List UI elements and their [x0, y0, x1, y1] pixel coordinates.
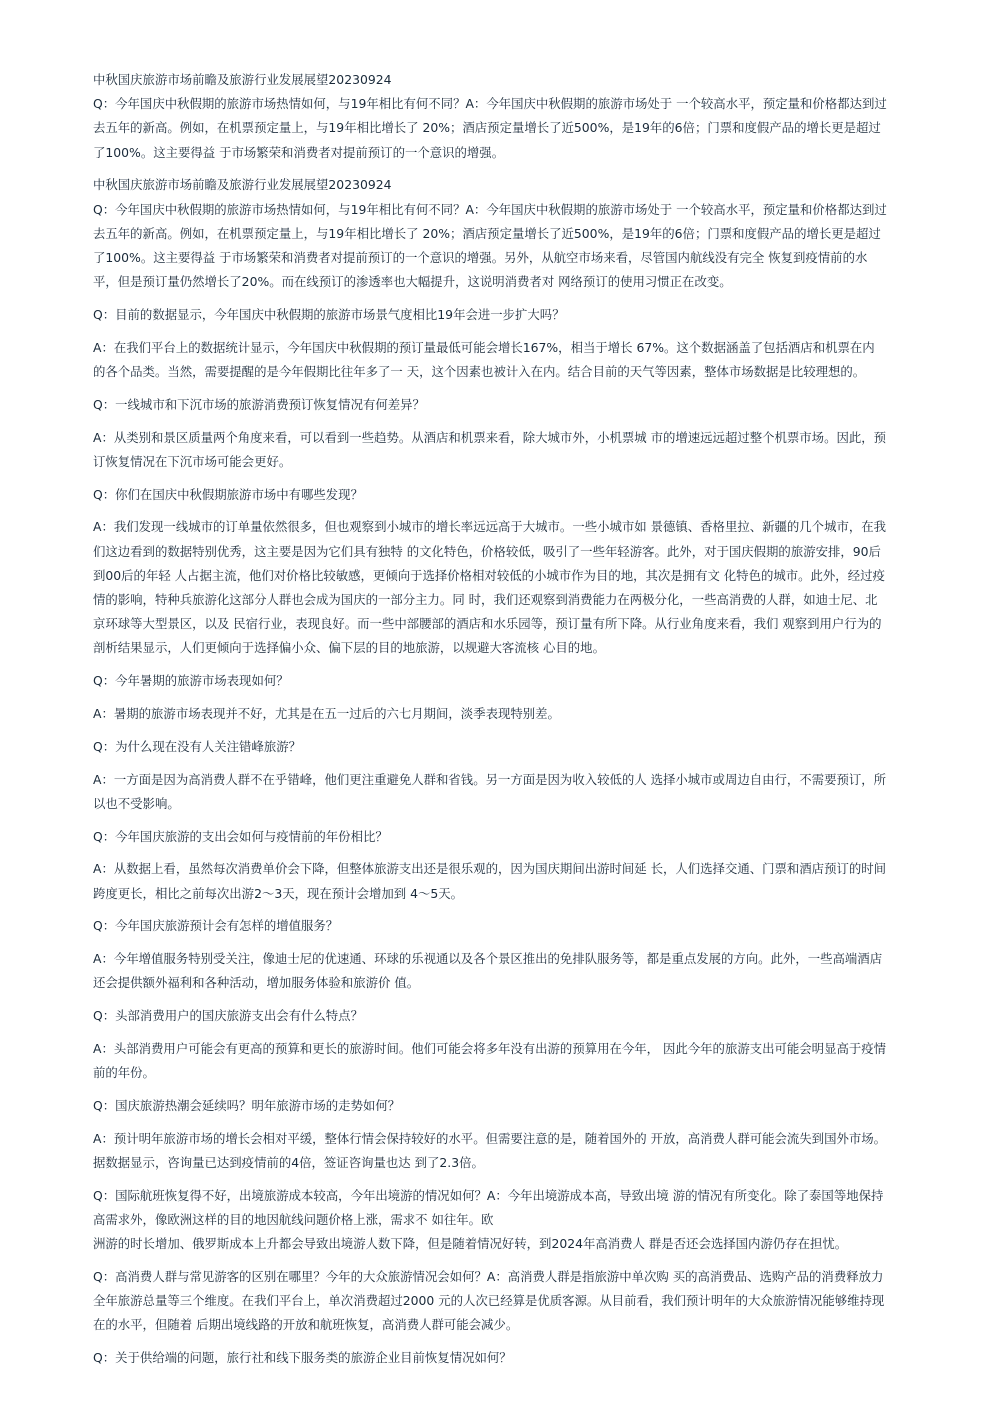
paragraph: [93, 1037, 945, 1085]
paragraph: [93, 198, 945, 295]
text-line: 跨度更长，相比之前每次出游2～3天，现在预计会增加到 4～5天。: [93, 885, 464, 901]
text-line: 全年旅游总量等三个维度。在我们平台上，单次消费超过2000 元的人次已经算是优质客源。从目前看，我们预计明年的大众旅游情况能够维持现: [93, 1293, 885, 1309]
text-line: 平，但是预订量仍然增长了20%。而在线预订的渗透率也大幅提升，这说明消费者对 网络预订的使用习惯正在改变。: [93, 274, 732, 290]
text-line: 剖析结果显示，人们更倾向于选择偏小众、偏下层的目的地旅游，以规避大客流核 心目的地。: [93, 640, 605, 656]
text-line: 还会提供额外福利和各种活动，增加服务体验和旅游价 值。: [93, 975, 420, 991]
paragraph: [93, 914, 945, 938]
text-line: Q：国庆旅游热潮会延续吗？明年旅游市场的走势如何？: [93, 1098, 401, 1113]
document-title: [93, 68, 945, 92]
paragraph: [93, 857, 945, 905]
text-line: Q：今年国庆中秋假期的旅游市场热情如何，与19年相比有何不同？A：今年国庆中秋假期的旅游市场处于 一个较高水平，预定量和价格都达到过: [93, 96, 887, 112]
text-line: Q：为什么现在没有人关注错峰旅游？: [93, 738, 302, 754]
text-line: Q：你们在国庆中秋假期旅游市场中有哪些发现？: [93, 486, 363, 502]
paragraph: [93, 393, 945, 417]
paragraph: [93, 515, 945, 660]
text-line: Q：今年国庆中秋假期的旅游市场热情如何，与19年相比有何不同？A：今年国庆中秋假期的旅游市场处于 一个较高水平，预定量和价格都达到过: [93, 201, 887, 217]
text-line: 中秋国庆旅游市场前瞻及旅游行业发展展望20230924: [93, 72, 392, 87]
text-line: Q：关于供给端的问题，旅行社和线下服务类的旅游企业目前恢复情况如何？: [93, 1350, 512, 1366]
text-line: 以也不受影响。: [93, 795, 180, 811]
text-line: Q：高消费人群与常见游客的区别在哪里？今年的大众旅游情况会如何？A：高消费人群是指旅游中单次购 买的高消费品、选购产品的消费释放力: [93, 1269, 884, 1284]
paragraph: [93, 1127, 945, 1175]
text-line: A：一方面是因为高消费人群不在乎错峰，他们更注重避免人群和省钱。另一方面是因为收入较低的人 选择小城市或周边自由行，不需要预订，所: [93, 771, 887, 787]
text-line: 前的年份。: [93, 1065, 155, 1081]
text-line: 情的影响，特种兵旅游化这部分人群也会成为国庆的一部分主力。同 时，我们还观察到消费能力在两极分化，一些高消费的人群，如迪士尼、北: [93, 592, 878, 608]
text-line: 洲游的时长增加、俄罗斯成本上升都会导致出境游人数下降，但是随着情况好转，到2024年高消费人 群是否还会选择国内游仍存在担忧。: [93, 1236, 848, 1252]
paragraph: [93, 768, 945, 816]
text-line: Q：头部消费用户的国庆旅游支出会有什么特点？: [93, 1008, 363, 1024]
paragraph: [93, 1004, 945, 1028]
text-line: 去五年的新高。例如，在机票预定量上，与19年相比增长了 20%；酒店预定量增长了近500%，是19年的6倍；门票和度假产品的增长更是超过: [93, 225, 881, 241]
text-line: Q：今年国庆旅游预计会有怎样的增值服务？: [93, 918, 339, 934]
text-line: Q：今年国庆旅游的支出会如何与疫情前的年份相比？: [93, 828, 388, 844]
paragraph: [93, 669, 945, 693]
text-line: A：预计明年旅游市场的增长会相对平缓，整体行情会保持较好的水平。但需要注意的是，随着国外的 开放，高消费人群可能会流失到国外市场。: [93, 1130, 887, 1146]
paragraph: [93, 483, 945, 507]
paragraph: [93, 92, 945, 165]
text-line: 据数据显示，咨询量已达到疫情前的4倍，签证咨询量也达 到了2.3倍。: [93, 1155, 484, 1170]
document-page: [93, 68, 945, 1379]
text-line: A：我们发现一线城市的订单量依然很多，但也观察到小城市的增长率远远高于大城市。一些小城市如 景德镇、香格里拉、新疆的几个城市，在我: [93, 519, 887, 535]
text-line: 到00后的年轻 人占据主流，他们对价格比较敏感，更倾向于选择价格相对较低的小城市作为目的地，其次是拥有文 化特色的城市。此外，经过疫: [93, 567, 885, 583]
text-line: 了100%。这主要得益 于市场繁荣和消费者对提前预订的一个意识的增强。另外，从航空市场来看，尽管国内航线没有完全 恢复到疫情前的水: [93, 250, 868, 266]
text-line: 的各个品类。当然，需要提醒的是今年假期比往年多了一 天，这个因素也被计入在内。结合目前的天气等因素，整体市场数据是比较理想的。: [93, 364, 866, 380]
text-line: 高需求外，像欧洲这样的目的地因航线问题价格上涨，需求不 如往年。欧: [93, 1212, 494, 1227]
paragraph: [93, 947, 945, 995]
text-line: 中秋国庆旅游市场前瞻及旅游行业发展展望20230924: [93, 177, 392, 193]
text-line: Q：国际航班恢复得不好，出境旅游成本较高，今年出境游的情况如何？A：今年出境游成本高，导致出境 游的情况有所变化。除了泰国等地保持: [93, 1187, 884, 1203]
text-line: A：暑期的旅游市场表现并不好，尤其是在五一过后的六七月期间，淡季表现特别差。: [93, 706, 560, 722]
text-line: 去五年的新高。例如，在机票预定量上，与19年相比增长了 20%；酒店预定量增长了近500%，是19年的6倍；门票和度假产品的增长更是超过: [93, 120, 881, 136]
paragraph: [93, 426, 945, 474]
text-line: 在的水平，但随着 后期出境线路的开放和航班恢复，高消费人群可能会减少。: [93, 1317, 519, 1333]
text-line: A：在我们平台上的数据统计显示，今年国庆中秋假期的预订量最低可能会增长167%，相当于增长 67%。这个数据涵盖了包括酒店和机票在内: [93, 339, 875, 355]
text-line: 订恢复情况在下沉市场可能会更好。: [93, 453, 292, 469]
text-line: Q：目前的数据显示，今年国庆中秋假期的旅游市场景气度相比19年会进一步扩大吗？: [93, 307, 565, 323]
text-line: A：头部消费用户可能会有更高的预算和更长的旅游时间。他们可能会将多年没有出游的预算用在今年， 因此今年的旅游支出可能会明显高于疫情: [93, 1041, 887, 1056]
text-line: 们这边看到的数据特别优秀，这主要是因为它们具有独特 的文化特色，价格较低，吸引了一些年轻游客。此外，对于国庆假期的旅游安排，90后: [93, 543, 881, 559]
text-line: Q：今年暑期的旅游市场表现如何？: [93, 673, 289, 689]
text-line: A：从数据上看，虽然每次消费单价会下降，但整体旅游支出还是很乐观的，因为国庆期间出游时间延 长，人们选择交通、门票和酒店预订的时间: [93, 861, 887, 877]
paragraph: [93, 735, 945, 759]
text-line: 京环球等大型景区，以及 民宿行业，表现良好。而一些中部腰部的酒店和水乐园等，预订量有所下降。从行业角度来看，我们 观察到用户行为的: [93, 616, 882, 632]
paragraph: [93, 702, 945, 726]
paragraph: [93, 825, 945, 849]
paragraph: [93, 336, 945, 384]
paragraph: [93, 1346, 945, 1370]
paragraph: [93, 1265, 945, 1338]
text-line: 了100%。这主要得益 于市场繁荣和消费者对提前预订的一个意识的增强。: [93, 144, 505, 160]
paragraph: [93, 1094, 945, 1118]
text-line: A：今年增值服务特别受关注，像迪士尼的优速通、环球的乐视通以及各个景区推出的免排队服务等，都是重点发展的方向。此外，一些高端酒店: [93, 951, 883, 967]
text-line: A：从类别和景区质量两个角度来看，可以看到一些趋势。从酒店和机票来看，除大城市外，小机票城 市的增速远远超过整个机票市场。因此，预: [93, 429, 887, 445]
document-title: [93, 173, 945, 197]
paragraph: [93, 1184, 945, 1257]
text-line: Q：一线城市和下沉市场的旅游消费预订恢复情况有何差异？: [93, 396, 425, 412]
paragraph: [93, 303, 945, 327]
